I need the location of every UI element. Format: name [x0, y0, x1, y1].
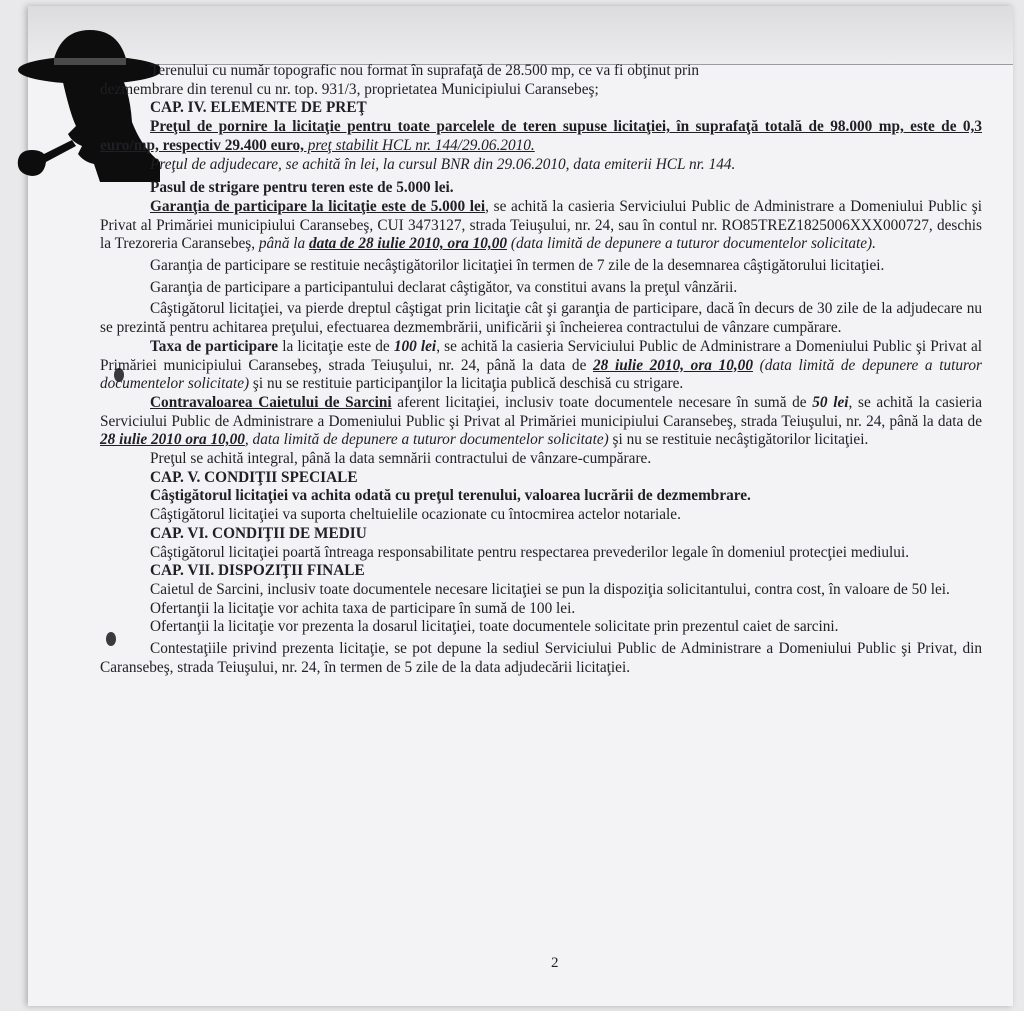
paragraph-pret-integral: Preţul se achită integral, până la data semnării contractului de vânzare-cumpărare. — [150, 450, 652, 468]
text-garantie-bold: Garanţia de participare la licitaţie este de 5.000 lei — [150, 197, 486, 215]
text-taxa-data: 28 iulie 2010, ora 10,00 — [593, 356, 753, 374]
paragraph-castigator-pierde: Câştigătorul licitaţiei, va pierde dreptul câştigat prin licitaţie cât şi garanţia de participare, dacă în decurs de 30 zile de la adjudecare nu se prezintă pentru achitarea preţului, efectuarea dezmembrării, unificării şi încheierea contractului de vânzare cumpărare. — [100, 300, 982, 337]
text-teren-line1: Terenului cu număr topografic nou format în suprafaţă de 28.500 mp, ce va fi obţinut prin — [150, 62, 700, 79]
page-number: 2 — [551, 955, 559, 971]
heading-cap-vi: CAP. VI. CONDIŢII DE MEDIU — [150, 524, 367, 542]
paragraph-pret-pornire — [100, 118, 982, 155]
paragraph-teren — [100, 62, 982, 99]
text-taxa-suma: 100 lei — [393, 337, 437, 355]
text-pret-pornire: Preţul de pornire la licitaţie pentru toate parcelele de teren supuse licitaţiei, în suprafaţă totală de 98.000 mp, este de 0,3 euro/mp, respectiv 29.400 euro, — [100, 118, 982, 154]
text-garantie-limita: (data limită de depunere a tuturor documentelor solicitate). — [507, 235, 876, 253]
paragraph-cap-vii-4: Contestaţiile privind prezenta licitaţie, se pot depune la sediul Serviciului Public de Administrare a Domeniului Public şi Privat, din Caransebeş, strada Teiuşului, nr. 24, în termen de 5 zile de la data adjudecării licitaţiei. — [100, 640, 982, 676]
paragraph-pas-strigare: Pasul de strigare pentru teren este de 5.000 lei. — [150, 179, 454, 197]
paragraph-contravaloare — [100, 394, 982, 450]
text-teren-line2: dezmembrare din terenul cu nr. top. 931/3, proprietatea Municipiului Caransebeş; — [100, 80, 599, 98]
page-fold — [28, 6, 1013, 65]
text-garantie-detalii: , se achită la casieria Serviciului Public de Administrare a Domeniului Public şi Privat al Primăriei municipiului Caransebeş, CUI 3473127, strada Teiuşului, nr. 24, sau în contul nr. RO85TREZ1825006XXX000727, deschis la Trezoreria Caransebeş, — [100, 197, 982, 253]
text-garantie-pana-la: până la — [258, 235, 306, 253]
text-contra-data: 28 iulie 2010 ora 10,00 — [100, 431, 245, 449]
text-contra-suma: 50 lei — [812, 393, 849, 411]
paragraph-cap-vii-2: Ofertanţii la licitaţie vor achita taxa de participare în sumă de 100 lei. — [150, 599, 576, 617]
heading-cap-vii: CAP. VII. DISPOZIŢII FINALE — [150, 562, 365, 580]
text-pret-hcl: preţ stabilit HCL nr. 144/29.06.2010. — [303, 136, 535, 154]
heading-cap-iv: CAP. IV. ELEMENTE DE PREŢ — [150, 99, 367, 117]
paragraph-cap-v-text: Câştigătorul licitaţiei va suporta cheltuielile ocazionate cu întocmirea actelor notariale. — [150, 506, 681, 524]
text-contra-final: şi nu se restituie necâştigătorilor licitaţiei. — [608, 431, 869, 449]
paragraph-garantie-restituie: Garanţia de participare se restituie necâştigătorilor licitaţiei în termen de 7 zile de la desemnarea câştigătorului licitaţiei. — [150, 257, 885, 275]
heading-cap-v: CAP. V. CONDIŢII SPECIALE — [150, 468, 358, 486]
paragraph-taxa — [100, 338, 982, 394]
text-taxa-bold: Taxa de participare — [150, 337, 279, 355]
paragraph-cap-vii-1: Caietul de Sarcini, inclusiv toate documentele necesare licitaţiei se pun la dispoziţia solicitantului, contra cost, în valoare de 50 lei. — [150, 580, 950, 598]
text-contra-bold: Contravaloarea Caietului de Sarcini — [150, 393, 392, 411]
text-taxa-final: şi nu se restituie participanţilor la licitaţia publică deschisă cu strigare. — [249, 375, 684, 393]
text-taxa-detalii: , se achită la casieria Serviciului Public de Administrare a Domeniului Public şi Privat al Primăriei municipiului Caransebeş, strada Teiuşului, nr. 24, până la data de — [100, 337, 982, 374]
paragraph-garantie — [100, 198, 982, 254]
document-body — [100, 62, 982, 678]
paragraph-cap-vii-3: Ofertanţii la licitaţie vor prezenta la dosarul licitaţiei, toate documentele solicitate prin prezentul caiet de sarcini. — [150, 618, 839, 636]
paragraph-garantie-avans: Garanţia de participare a participantului declarat câştigător, va constitui avans la preţul vânzării. — [150, 278, 738, 296]
text-taxa-limita: (data limită de depunere a tuturor documentelor solicitate) — [100, 356, 982, 393]
text-contra-limita: , data limită de depunere a tuturor documentelor solicitate) — [244, 431, 609, 449]
text-contra-detalii: , se achită la casieria Serviciului Public de Administrare a Domeniului Public şi Privat al Primăriei municipiului Caransebeş, strada Teiuşului, nr. 24, până la data de — [100, 393, 982, 430]
text-taxa-intro: la licitaţie este de — [278, 337, 394, 355]
text-contra-intro: aferent licitaţiei, inclusiv toate documentele necesare în sumă de — [391, 393, 813, 411]
paragraph-cap-v-bold: Câştigătorul licitaţiei va achita odată cu preţul terenului, valoarea lucrării de dezmembrare. — [150, 487, 751, 505]
paragraph-cap-vi-text: Câştigătorul licitaţiei poartă întreaga responsabilitate pentru respectarea prevederilor legale în domeniul protecţiei mediului. — [150, 543, 910, 561]
text-garantie-data: data de 28 iulie 2010, ora 10,00 — [309, 235, 508, 253]
paragraph-pret-adjudecare: Preţul de adjudecare, se achită în lei, la cursul BNR din 29.06.2010, data emiterii HCL nr. 144. — [150, 155, 736, 173]
